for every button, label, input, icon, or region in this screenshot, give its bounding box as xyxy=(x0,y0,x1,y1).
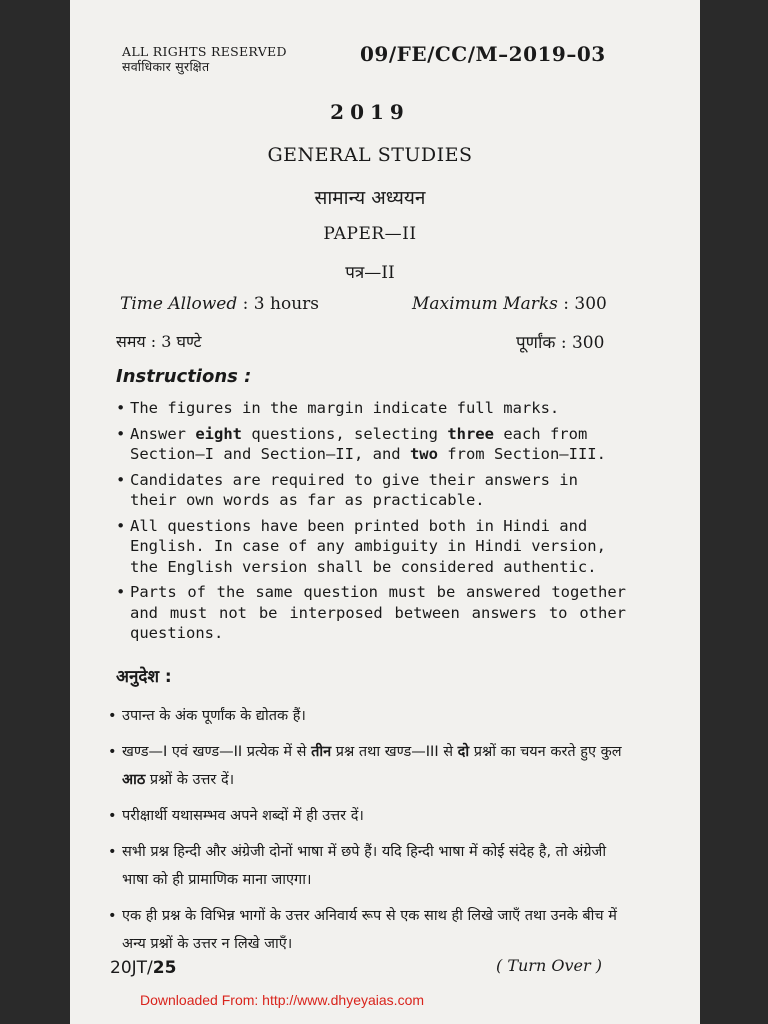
instruction-text: प्रश्नों के उत्तर दें। xyxy=(145,772,235,788)
instruction-text: from Section—III. xyxy=(437,445,606,463)
list-item xyxy=(108,802,628,830)
instruction-text: सभी प्रश्न हिन्दी और अंग्रेजी दोनों भाषा में छपे हैं। यदि हिन्दी भाषा में कोई संदेह है, तो अंग्रेजी भाषा को ही प्रामाणिक माना जाएगा। xyxy=(122,844,607,888)
subject-title-hi: सामान्य अध्ययन xyxy=(314,187,426,209)
emphasis-teen: तीन xyxy=(311,744,332,760)
marks-value-en: : 300 xyxy=(563,294,607,314)
rights-en: ALL RIGHTS RESERVED xyxy=(122,44,287,59)
list-item xyxy=(116,582,626,644)
paper-number-en: PAPER—II xyxy=(323,224,417,244)
list-item xyxy=(108,902,628,958)
instruction-text: Candidates are required to give their answers in their own words as far as practicable. xyxy=(130,470,578,509)
list-item xyxy=(108,702,628,730)
emphasis-two: two xyxy=(409,445,438,463)
time-label-en: Time Allowed xyxy=(120,294,238,314)
emphasis-three: three xyxy=(447,424,494,443)
turn-over-note: ( Turn Over ) xyxy=(496,956,602,975)
emphasis-aath: आठ xyxy=(122,772,146,788)
list-item xyxy=(116,398,626,419)
instruction-text: The figures in the margin indicate full marks. xyxy=(130,399,560,417)
instruction-text: Parts of the same question must be answered together and must not be interposed between answers to other questions. xyxy=(130,583,626,642)
instruction-text: प्रश्नों का चयन करते हुए कुल xyxy=(469,744,622,760)
emphasis-do: दो xyxy=(457,744,470,760)
list-item xyxy=(108,738,628,794)
list-item xyxy=(116,470,626,511)
instructions-list-en xyxy=(116,398,626,649)
instruction-text: each from Section—I and Section—II, and xyxy=(130,424,588,463)
instructions-title-en: Instructions : xyxy=(116,366,252,387)
emphasis-eight: eight xyxy=(195,424,242,443)
marks-label-hi: पूर्णांक xyxy=(516,333,556,353)
download-source-link[interactable]: Downloaded From: http://www.dhyeyaias.com xyxy=(140,992,425,1008)
page-code-prefix: 20JT/ xyxy=(110,958,153,978)
instructions-list-hi xyxy=(108,702,628,966)
time-allowed-en xyxy=(120,294,319,314)
rights-notice xyxy=(122,44,287,74)
max-marks-hi xyxy=(516,330,604,353)
instruction-text: questions, selecting xyxy=(242,424,448,443)
instruction-text: खण्ड—I एवं खण्ड—II प्रत्येक में से xyxy=(122,744,312,760)
list-item xyxy=(116,516,626,578)
instructions-title-hi: अनुदेश : xyxy=(116,667,172,687)
exam-year: 2019 xyxy=(330,100,410,124)
marks-label-en: Maximum Marks xyxy=(412,294,558,314)
list-item xyxy=(116,424,626,465)
instruction-text: प्रश्न तथा खण्ड—III से xyxy=(331,744,458,760)
time-value-en: : 3 hours xyxy=(242,294,319,314)
time-hi: समय : 3 घण्टे xyxy=(116,332,202,351)
marks-value-hi: : 300 xyxy=(560,333,605,353)
exam-page xyxy=(70,0,700,1024)
subject-title-en: GENERAL STUDIES xyxy=(267,144,473,166)
instruction-text: उपान्त के अंक पूर्णांक के द्योतक हैं। xyxy=(122,708,306,724)
rights-hi: सर्वाधिकार सुरक्षित xyxy=(122,59,210,74)
paper-code: 09/FE/CC/M–2019–03 xyxy=(360,42,606,66)
instruction-text: परीक्षार्थी यथासम्भव अपने शब्दों में ही उत्तर दें। xyxy=(122,808,364,824)
list-item xyxy=(108,838,628,894)
instruction-text: Answer xyxy=(130,424,196,443)
max-marks-en xyxy=(412,294,607,314)
page-count: 25 xyxy=(152,958,177,978)
paper-number-hi: पत्र—II xyxy=(345,263,395,283)
instruction-text: All questions have been printed both in Hindi and English. In case of any ambiguity in Hindi version, the English version shall be considered authentic. xyxy=(130,516,606,576)
page-code xyxy=(110,958,176,978)
instruction-text: एक ही प्रश्न के विभिन्न भागों के उत्तर अनिवार्य रूप से एक साथ ही लिखे जाएँ तथा उनके बीच में अन्य प्रश्नों के उत्तर न लिखे जाएँ। xyxy=(122,908,617,952)
